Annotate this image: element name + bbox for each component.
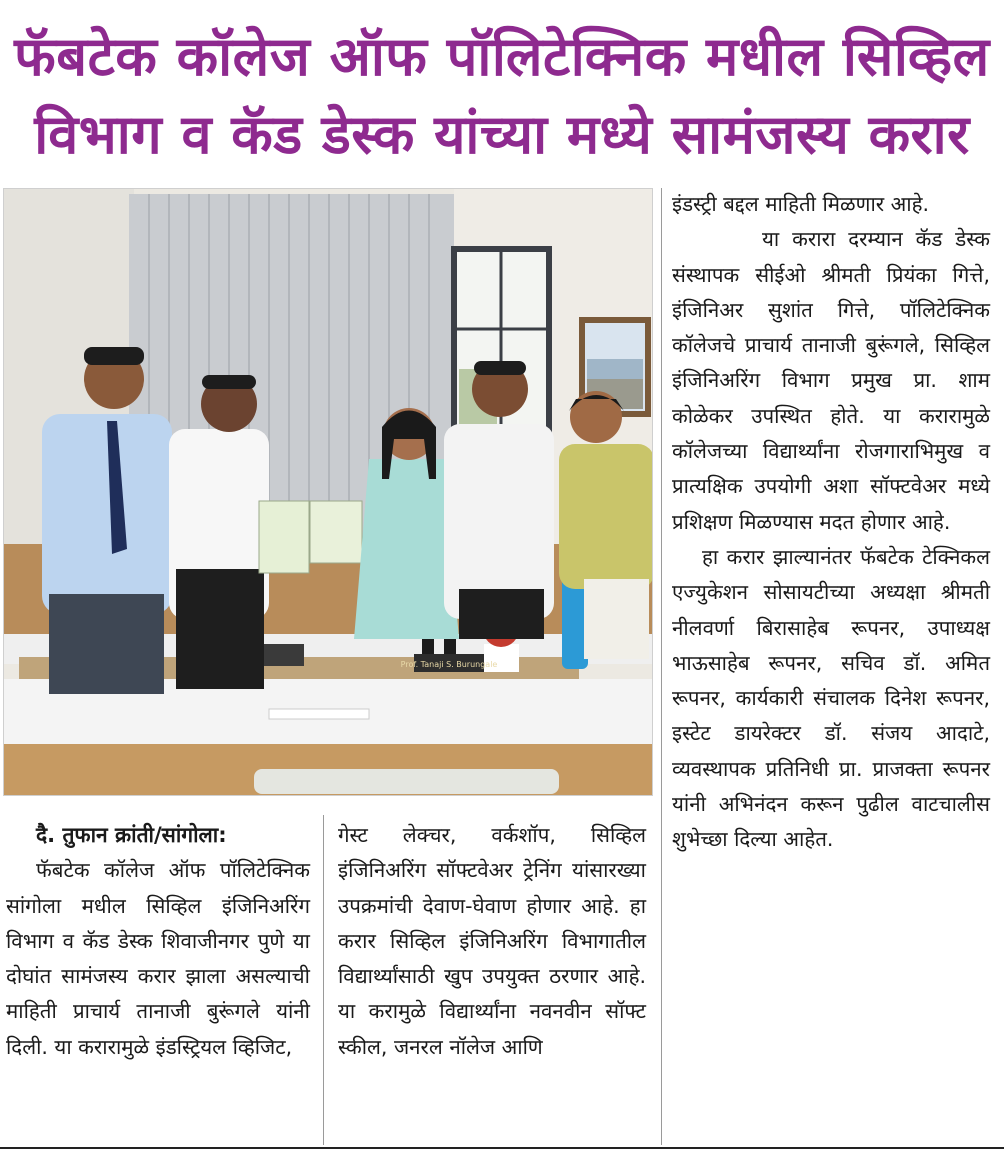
article-paragraph: हा करार झाल्यानंतर फॅबटेक टेक्निकल एज्युकेशन सोसायटीच्या अध्यक्षा श्रीमती नीलवर्णा बिरासाहेब रूपनर, उपाध्यक्ष भाऊसाहेब रूपनर, सचिव डॉ. अमित रूपनर, कार्यकारी संचालक दिनेश रूपनर, इस्टेट डायरेक्टर डॉ. संजय आदाटे, व्यवस्थापक प्रतिनिधी प्रा. प्राजक्ता रूपनर यांनी अभिनंदन करून पुढील वाटचालीस शुभेच्छा दिल्या आहेत. xyxy=(672,544,990,852)
headline-line-2: विभाग व कॅड डेस्क यांच्या मध्ये सामंजस्य करार xyxy=(34,103,970,166)
nameplate-text: Prof. Tanaji S. Burungale xyxy=(400,660,498,669)
news-photo xyxy=(3,188,653,796)
article-paragraph: इंडस्ट्री बद्दल माहिती मिळणार आहे. xyxy=(672,192,930,216)
article-column-left xyxy=(6,818,310,1065)
agreement-document xyxy=(310,501,362,563)
article-paragraph: फॅबटेक कॉलेज ऑफ पॉलिटेक्निक सांगोला मधील सिव्हिल इंजिनिअरिंग विभाग व कॅड डेस्क शिवाजीनगर पुणे या दोघांत सामंजस्य करार झाला असल्याची माहिती प्राचार्य तानाजी बुरूंगले यांनी दिली. या करारामुळे इंडस्ट्रियल व्हिजिट, xyxy=(6,858,310,1059)
article-column-middle xyxy=(338,818,646,1065)
headline xyxy=(0,0,1004,185)
dateline: दै. तुफान क्रांती/सांगोला: xyxy=(36,823,227,847)
bottom-rule xyxy=(0,1147,1004,1149)
column-divider xyxy=(323,815,324,1145)
article-column-right xyxy=(672,187,990,858)
article-paragraph: या करारा दरम्यान कॅड डेस्क संस्थापक सीईओ श्रीमती प्रियंका गित्ते, इंजिनिअर सुशांत गित्ते, पॉलिटेक्निक कॉलेजचे प्राचार्य तानाजी बुरूंगले, सिव्हिल इंजिनिअरिंग विभाग प्रमुख प्रा. शाम कोळेकर उपस्थित होते. या करारामुळे कॉलेजच्या विद्यार्थ्यांना रोजगाराभिमुख व प्रात्यक्षिक उपयोगी अशा सॉफ्टवेअर मध्ये प्रशिक्षण मिळण्यास मदत होणार आहे. xyxy=(672,227,990,534)
article-paragraph: गेस्ट लेक्चर, वर्कशॉप, सिव्हिल इंजिनिअरिंग सॉफ्टवेअर ट्रेनिंग यांसारख्या उपक्रमांची देवाण-घेवाण होणार आहे. हा करार सिव्हिल इंजिनिअरिंग विभागातील विद्यार्थ्यांसाठी खुप उपयुक्त ठरणार आहे. या करामुळे विद्यार्थ्यांना नवनवीन सॉफ्ट स्कील, जनरल नॉलेज आणि xyxy=(338,823,646,1059)
column-divider xyxy=(661,188,662,1145)
headline-line-1: फॅबटेक कॉलेज ऑफ पॉलिटेक्निक मधील सिव्हिल xyxy=(14,25,990,88)
